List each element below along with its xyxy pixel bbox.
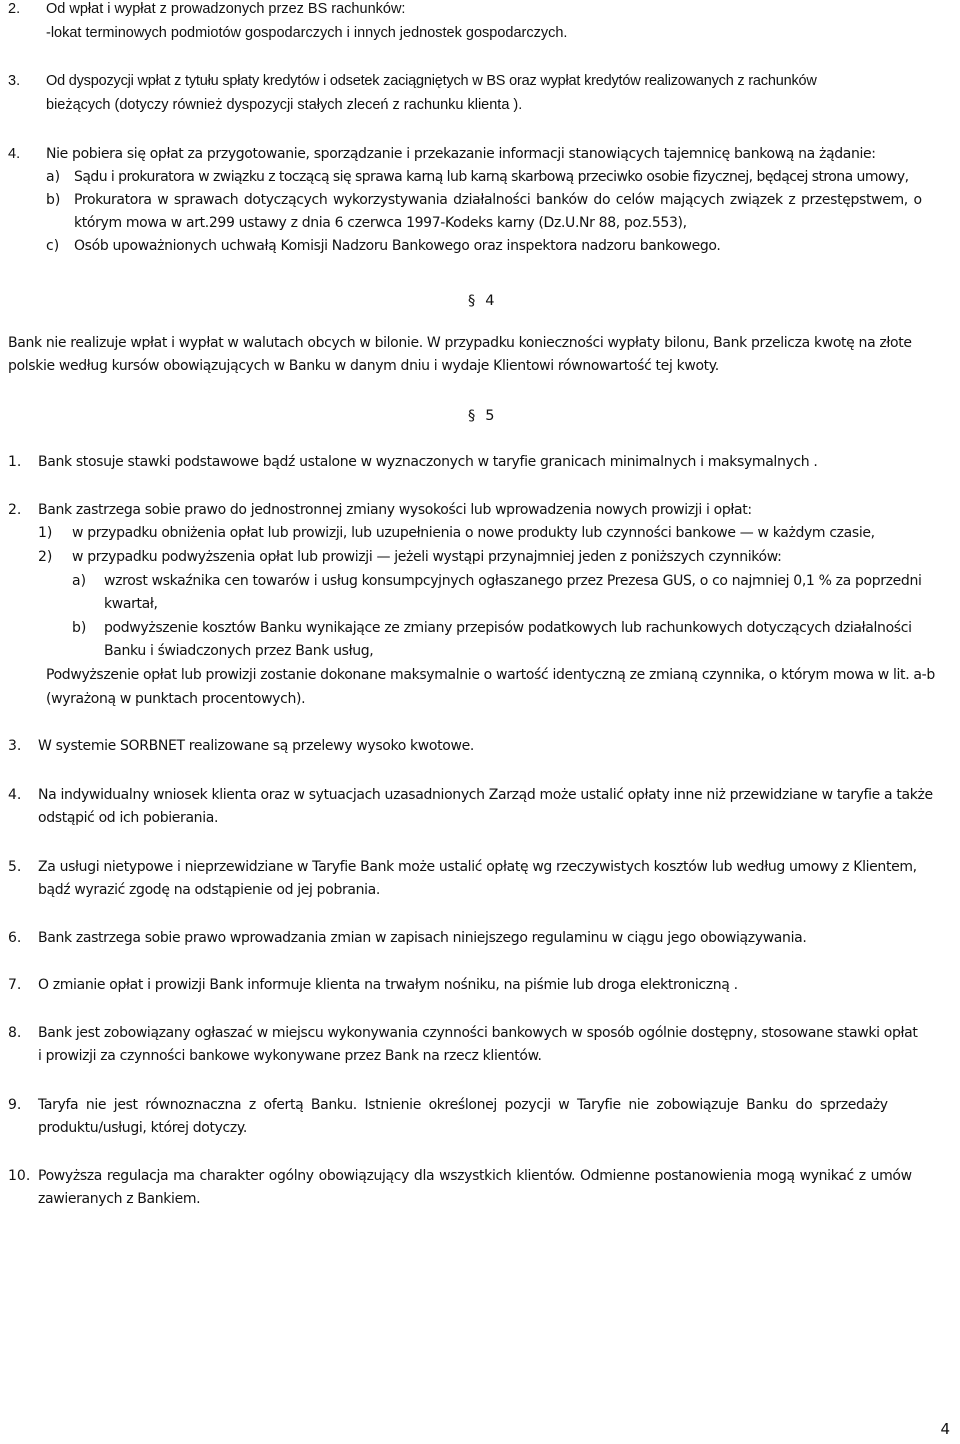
item-4-a-label: a): [46, 169, 61, 185]
item-4-b-line-2: którym mowa w art.299 ustawy z dnia 6 czerwca 1997-Kodeks karny (Dz.U.Nr 88, poz.553),: [74, 215, 687, 231]
item-4-c-text: Osób upoważnionych uchwałą Komisji Nadzoru Bankowego oraz inspektora nadzoru bankowego.: [74, 238, 721, 254]
section-5-p2-b-label: b): [72, 620, 87, 636]
section-5-p2-a-line-1: wzrost wskaźnika cen towarów i usług konsumpcyjnych ogłaszanego przez Prezesa GUS, o co najmniej 0,1 % za poprzedni: [104, 573, 922, 589]
item-2-line-1: Od wpłat i wypłat z prowadzonych przez BS rachunków:: [46, 1, 406, 17]
section-5-p2-tail-line-1: Podwyższenie opłat lub prowizji zostanie dokonane maksymalnie o wartość identyczną ze zmianą czynnika, o którym mowa w lit. a-b: [46, 667, 935, 683]
section-5-p6-text: Bank zastrzega sobie prawo wprowadzania zmian w zapisach niniejszego regulaminu w ciągu jego obowiązywania.: [38, 930, 807, 946]
section-5-heading: [468, 405, 494, 427]
item-3-line-2: bieżących (dotyczy również dyspozycji stałych zleceń z rachunku klienta ).: [46, 97, 523, 113]
section-4-line-2: polskie według kursów obowiązujących w Banku w danym dniu i wydaje Klientowi równowartość tej kwoty.: [8, 358, 719, 374]
section-symbol-icon: §: [468, 408, 476, 424]
item-4-intro: Nie pobiera się opłat za przygotowanie, sporządzanie i przekazanie informacji stanowiących tajemnicę bankową na żądanie:: [46, 146, 876, 162]
section-5-p8-number: 8.: [8, 1025, 22, 1041]
section-5-p9-line-2: produktu/usługi, której dotyczy.: [38, 1120, 247, 1136]
item-2-number: 2.: [8, 1, 21, 17]
section-5-p5-line-1: Za usługi nietypowe i nieprzewidziane w Taryfie Bank może ustalić opłatę wg rzeczywistych kosztów lub według umowy z Klientem,: [38, 859, 917, 875]
section-5-p1-number: 1.: [8, 454, 22, 470]
section-4-number: 4: [485, 293, 495, 309]
item-4-c-label: c): [46, 238, 60, 254]
item-4-b-label: b): [46, 192, 61, 208]
section-5-p9-number: 9.: [8, 1097, 22, 1113]
section-5-p4-number: 4.: [8, 787, 22, 803]
section-5-p8-line-2: i prowizji za czynności bankowe wykonywane przez Bank na rzecz klientów.: [38, 1048, 542, 1064]
section-5-p2-b-line-1: podwyższenie kosztów Banku wynikające ze zmiany przepisów podatkowych lub rachunkowych dotyczących działalności: [104, 620, 912, 636]
section-5-p10-line-1: Powyższa regulacja ma charakter ogólny obowiązujący dla wszystkich klientów. Odmienne postanowienia mogą wynikać z umów: [38, 1168, 912, 1184]
section-5-p9-line-1: Taryfa nie jest równoznaczna z ofertą Banku. Istnienie określonej pozycji w Taryfie nie zobowiązuje Banku do sprzedaży: [38, 1097, 888, 1113]
section-5-p10-number: 10.: [8, 1168, 31, 1184]
item-2-line-2: -lokat terminowych podmiotów gospodarczych i innych jednostek gospodarczych.: [46, 25, 568, 41]
section-4-line-1: Bank nie realizuje wpłat i wypłat w walutach obcych w bilonie. W przypadku konieczności wypłaty bilonu, Bank przelicza kwotę na złote: [8, 335, 912, 351]
section-5-p2-s1-text: w przypadku obniżenia opłat lub prowizji, lub uzupełnienia o nowe produkty lub czynności bankowe — w każdym czasie,: [72, 525, 875, 541]
section-5-p4-line-2: odstąpić od ich pobierania.: [38, 810, 219, 826]
section-5-p2-text: Bank zastrzega sobie prawo do jednostronnej zmiany wysokości lub wprowadzenia nowych prowizji i opłat:: [38, 502, 752, 518]
section-5-p2-s2-label: 2): [38, 549, 53, 565]
item-4-b-line-1: Prokuratora w sprawach dotyczących wykorzystywania działalności banków do celów mających związek z przestępstwem, o: [74, 192, 922, 208]
section-4-heading: [468, 290, 494, 312]
item-3-number: 3.: [8, 73, 21, 89]
section-5-p2-a-label: a): [72, 573, 87, 589]
section-5-p2-number: 2.: [8, 502, 22, 518]
section-5-p2-a-line-2: kwartał,: [104, 596, 158, 612]
section-5-number: 5: [485, 408, 495, 424]
page-number: 4: [940, 1420, 950, 1438]
item-4-number: 4.: [8, 146, 21, 162]
item-4-a-text: Sądu i prokuratora w związku z toczącą się sprawa karną lub karną skarbową przeciwko osobie fizycznej, będącej strona umowy,: [74, 169, 909, 185]
section-5-p2-s2-text: w przypadku podwyższenia opłat lub prowizji — jeżeli wystąpi przynajmniej jeden z poniższych czynników:: [72, 549, 782, 565]
section-5-p7-number: 7.: [8, 977, 22, 993]
section-5-p2-s1-label: 1): [38, 525, 53, 541]
section-5-p5-line-2: bądź wyrazić zgodę na odstąpienie od jej pobrania.: [38, 882, 381, 898]
section-5-p10-line-2: zawieranych z Bankiem.: [38, 1191, 201, 1207]
item-3-line-1: Od dyspozycji wpłat z tytułu spłaty kredytów i odsetek zaciągniętych w BS oraz wypłat kredytów realizowanych z rachunków: [46, 73, 817, 89]
section-5-p4-line-1: Na indywidualny wniosek klienta oraz w sytuacjach uzasadnionych Zarząd może ustalić opłaty inne niż przewidziane w taryfie a także: [38, 787, 933, 803]
section-5-p7-text: O zmianie opłat i prowizji Bank informuje klienta na trwałym nośniku, na piśmie lub droga elektroniczną .: [38, 977, 738, 993]
section-5-p6-number: 6.: [8, 930, 22, 946]
section-5-p8-line-1: Bank jest zobowiązany ogłaszać w miejscu wykonywania czynności bankowych w sposób ogólnie dostępny, stosowane stawki opłat: [38, 1025, 918, 1041]
section-symbol-icon: §: [468, 293, 476, 309]
section-5-p2-tail-line-2: (wyrażoną w punktach procentowych).: [46, 691, 306, 707]
section-5-p1-text: Bank stosuje stawki podstawowe bądź ustalone w wyznaczonych w taryfie granicach minimalnych i maksymalnych .: [38, 454, 818, 470]
section-5-p3-number: 3.: [8, 738, 22, 754]
section-5-p3-text: W systemie SORBNET realizowane są przelewy wysoko kwotowe.: [38, 738, 474, 754]
section-5-p5-number: 5.: [8, 859, 22, 875]
section-5-p2-b-line-2: Banku i świadczonych przez Bank usług,: [104, 643, 374, 659]
